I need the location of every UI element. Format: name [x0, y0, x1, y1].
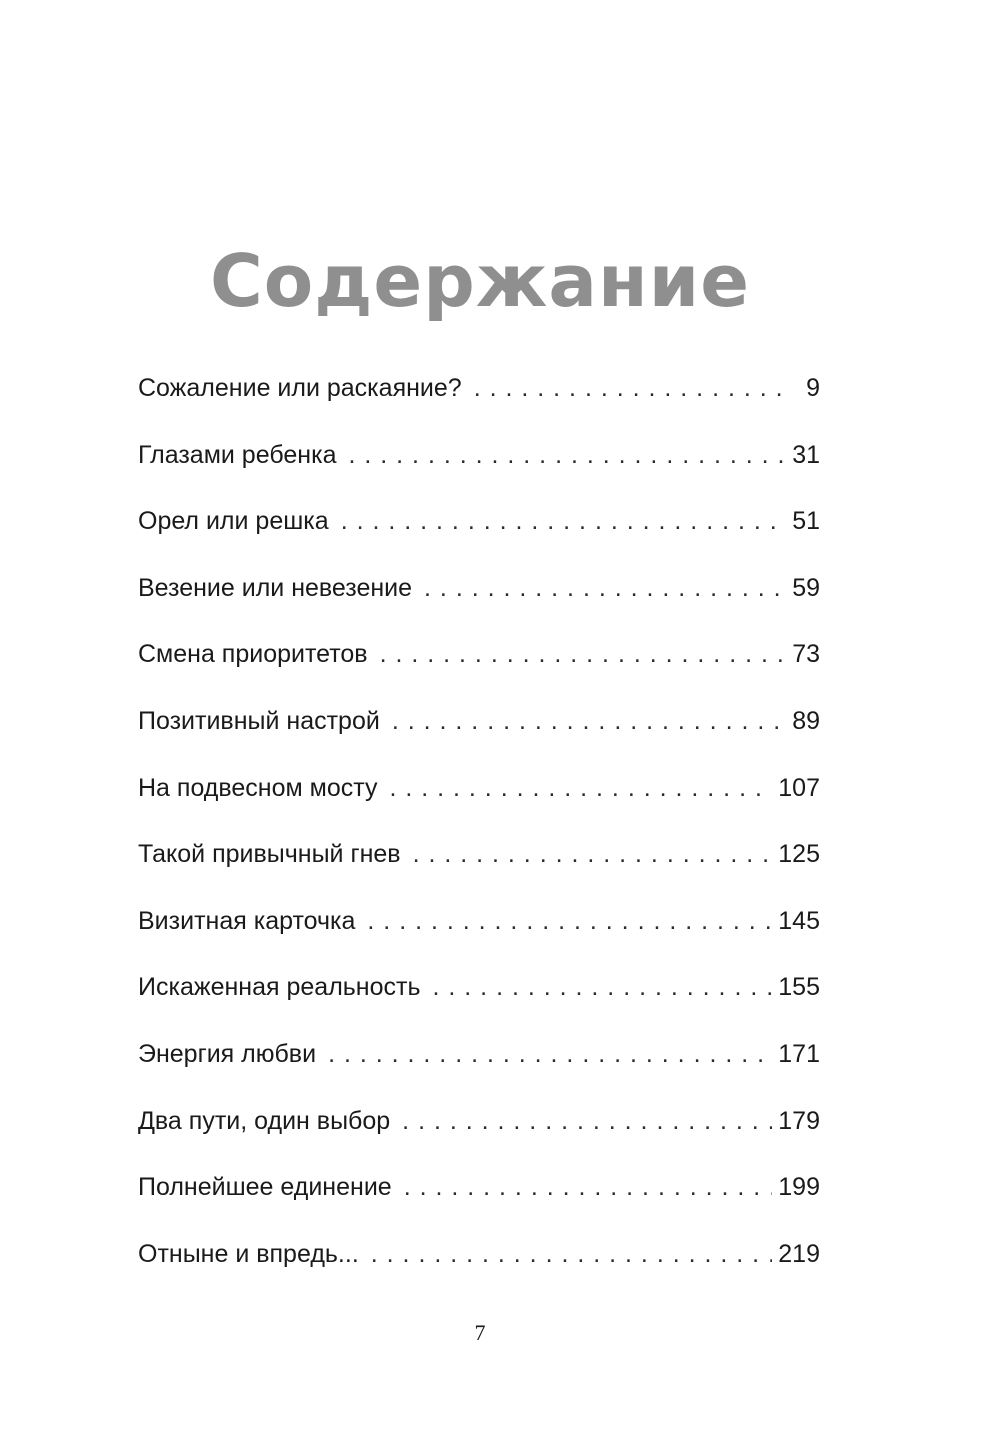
dot-leader	[371, 1234, 773, 1274]
toc-entry-title: Орел или решка	[138, 507, 329, 536]
toc-entry-12[interactable]	[138, 1101, 820, 1168]
dot-leader	[367, 901, 772, 941]
toc-entry-4[interactable]	[138, 568, 820, 635]
dot-leader	[402, 1101, 772, 1141]
toc-entry-6[interactable]	[138, 701, 820, 768]
toc-entry-title: Глазами ребенка	[138, 440, 337, 469]
toc-entry-page: 179	[778, 1106, 820, 1135]
toc-entry-10[interactable]	[138, 967, 820, 1034]
toc-entry-page: 219	[778, 1239, 820, 1268]
toc-entry-1[interactable]	[138, 368, 820, 435]
toc-entry-page: 125	[778, 840, 820, 869]
dot-leader	[474, 368, 784, 408]
dot-leader	[380, 634, 784, 674]
toc-entry-14[interactable]	[138, 1234, 820, 1301]
dot-leader	[328, 1034, 772, 1074]
toc-entry-page: 89	[792, 706, 820, 735]
toc-entry-9[interactable]	[138, 901, 820, 968]
toc-entry-title: На подвесном мосту	[138, 773, 378, 802]
toc-entry-3[interactable]	[138, 501, 820, 568]
toc-entry-8[interactable]	[138, 834, 820, 901]
toc-entry-title: Отныне и впредь...	[138, 1239, 359, 1268]
toc-entry-title: Искаженная реальность	[138, 973, 421, 1002]
toc-entry-page: 155	[778, 973, 820, 1002]
dot-leader	[341, 501, 784, 541]
toc-entry-title: Смена приоритетов	[138, 640, 368, 669]
toc-entry-title: Такой привычный гнев	[138, 840, 401, 869]
toc-entry-title: Сожаление или раскаяние?	[138, 374, 462, 402]
toc-entry-title: Везение или невезение	[138, 573, 413, 602]
toc-entry-2[interactable]	[138, 435, 820, 502]
toc-entry-page: 107	[778, 773, 820, 802]
toc-entry-title: Полнейшее единение	[138, 1173, 392, 1202]
dot-leader	[413, 834, 773, 874]
toc-entry-title: Энергия любви	[138, 1039, 317, 1068]
toc-entry-page: 73	[792, 640, 820, 669]
toc-entry-page: 51	[792, 507, 820, 536]
toc-entry-page: 199	[778, 1173, 820, 1202]
dot-leader	[433, 967, 773, 1007]
toc-entry-page: 9	[806, 374, 820, 402]
table-of-contents	[138, 368, 820, 1300]
toc-entry-11[interactable]	[138, 1034, 820, 1101]
toc-entry-13[interactable]	[138, 1167, 820, 1234]
toc-entry-title: Позитивный настрой	[138, 706, 380, 735]
dot-leader	[424, 568, 784, 608]
page-number: 7	[474, 1320, 486, 1345]
toc-entry-5[interactable]	[138, 634, 820, 701]
toc-entry-page: 59	[792, 573, 820, 602]
toc-entry-7[interactable]	[138, 768, 820, 835]
dot-leader	[404, 1167, 773, 1207]
page-title: Содержание	[209, 239, 751, 324]
toc-entry-title: Визитная карточка	[138, 906, 356, 935]
dot-leader	[348, 435, 784, 475]
toc-entry-page: 171	[778, 1039, 820, 1068]
toc-entry-page: 31	[792, 440, 820, 469]
dot-leader	[389, 768, 772, 808]
toc-entry-page: 145	[778, 906, 820, 935]
dot-leader	[392, 701, 784, 741]
toc-entry-title: Два пути, один выбор	[138, 1106, 391, 1135]
